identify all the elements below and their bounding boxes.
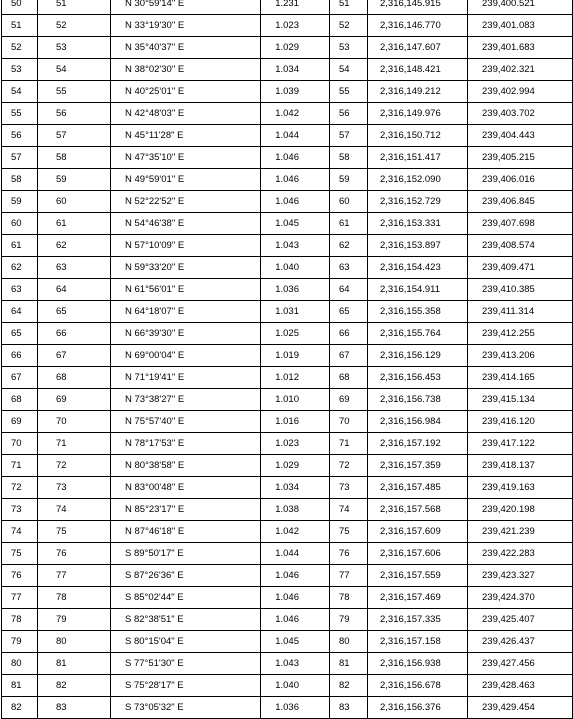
table-row xyxy=(2,345,573,367)
vertex-cell: 60 xyxy=(330,191,368,213)
distance-cell: 1.023 xyxy=(261,15,330,37)
to-station-cell: 54 xyxy=(38,59,111,81)
bearing-cell: N 85°23'17" E xyxy=(111,499,261,521)
table-row xyxy=(2,0,573,15)
distance-cell: 1.043 xyxy=(261,653,330,675)
bearing-cell: N 38°02'30" E xyxy=(111,59,261,81)
y-coordinate-cell: 2,316,155.358 xyxy=(368,301,468,323)
y-coordinate-cell: 2,316,156.129 xyxy=(368,345,468,367)
y-coordinate-cell: 2,316,157.559 xyxy=(368,565,468,587)
vertex-cell: 72 xyxy=(330,455,368,477)
vertex-cell: 68 xyxy=(330,367,368,389)
x-coordinate-cell: 239,406.845 xyxy=(468,191,573,213)
bearing-cell: N 47°35'10" E xyxy=(111,147,261,169)
from-station-cell: 60 xyxy=(2,213,38,235)
vertex-cell: 59 xyxy=(330,169,368,191)
vertex-cell: 67 xyxy=(330,345,368,367)
x-coordinate-cell: 239,428.463 xyxy=(468,675,573,697)
to-station-cell: 55 xyxy=(38,81,111,103)
bearing-cell: S 77°51'30" E xyxy=(111,653,261,675)
x-coordinate-cell: 239,404.443 xyxy=(468,125,573,147)
y-coordinate-cell: 2,316,156.453 xyxy=(368,367,468,389)
x-coordinate-cell: 239,410.385 xyxy=(468,279,573,301)
bearing-cell: N 45°11'28" E xyxy=(111,125,261,147)
y-coordinate-cell: 2,316,157.609 xyxy=(368,521,468,543)
y-coordinate-cell: 2,316,157.158 xyxy=(368,631,468,653)
table-row xyxy=(2,15,573,37)
bearing-cell: N 73°38'27" E xyxy=(111,389,261,411)
distance-cell: 1.036 xyxy=(261,697,330,719)
y-coordinate-cell: 2,316,148.421 xyxy=(368,59,468,81)
distance-cell: 1.010 xyxy=(261,389,330,411)
table-row xyxy=(2,367,573,389)
to-station-cell: 71 xyxy=(38,433,111,455)
vertex-cell: 82 xyxy=(330,675,368,697)
distance-cell: 1.019 xyxy=(261,345,330,367)
x-coordinate-cell: 239,411.314 xyxy=(468,301,573,323)
bearing-cell: N 83°00'48" E xyxy=(111,477,261,499)
vertex-cell: 71 xyxy=(330,433,368,455)
y-coordinate-cell: 2,316,149.976 xyxy=(368,103,468,125)
vertex-cell: 66 xyxy=(330,323,368,345)
to-station-cell: 75 xyxy=(38,521,111,543)
distance-cell: 1.045 xyxy=(261,631,330,653)
distance-cell: 1.231 xyxy=(261,0,330,15)
table-row xyxy=(2,323,573,345)
from-station-cell: 68 xyxy=(2,389,38,411)
y-coordinate-cell: 2,316,151.417 xyxy=(368,147,468,169)
y-coordinate-cell: 2,316,157.469 xyxy=(368,587,468,609)
from-station-cell: 77 xyxy=(2,587,38,609)
to-station-cell: 58 xyxy=(38,147,111,169)
y-coordinate-cell: 2,316,157.568 xyxy=(368,499,468,521)
table-row xyxy=(2,609,573,631)
distance-cell: 1.044 xyxy=(261,543,330,565)
bearing-cell: N 64°18'07" E xyxy=(111,301,261,323)
to-station-cell: 70 xyxy=(38,411,111,433)
x-coordinate-cell: 239,422.283 xyxy=(468,543,573,565)
bearing-cell: N 59°33'20" E xyxy=(111,257,261,279)
y-coordinate-cell: 2,316,152.090 xyxy=(368,169,468,191)
to-station-cell: 51 xyxy=(38,0,111,15)
y-coordinate-cell: 2,316,157.335 xyxy=(368,609,468,631)
y-coordinate-cell: 2,316,153.897 xyxy=(368,235,468,257)
vertex-cell: 76 xyxy=(330,543,368,565)
from-station-cell: 78 xyxy=(2,609,38,631)
y-coordinate-cell: 2,316,156.678 xyxy=(368,675,468,697)
from-station-cell: 73 xyxy=(2,499,38,521)
from-station-cell: 59 xyxy=(2,191,38,213)
bearing-cell: N 61°56'01" E xyxy=(111,279,261,301)
bearing-cell: N 66°39'30" E xyxy=(111,323,261,345)
table-row xyxy=(2,455,573,477)
y-coordinate-cell: 2,316,146.770 xyxy=(368,15,468,37)
vertex-cell: 58 xyxy=(330,147,368,169)
bearing-cell: N 42°48'03" E xyxy=(111,103,261,125)
distance-cell: 1.046 xyxy=(261,191,330,213)
x-coordinate-cell: 239,402.321 xyxy=(468,59,573,81)
y-coordinate-cell: 2,316,145.915 xyxy=(368,0,468,15)
x-coordinate-cell: 239,408.574 xyxy=(468,235,573,257)
to-station-cell: 78 xyxy=(38,587,111,609)
bearing-cell: S 87°26'36" E xyxy=(111,565,261,587)
vertex-cell: 75 xyxy=(330,521,368,543)
x-coordinate-cell: 239,405.215 xyxy=(468,147,573,169)
from-station-cell: 64 xyxy=(2,301,38,323)
bearing-cell: S 82°38'51" E xyxy=(111,609,261,631)
y-coordinate-cell: 2,316,156.938 xyxy=(368,653,468,675)
x-coordinate-cell: 239,418.137 xyxy=(468,455,573,477)
bearing-cell: S 85°02'44" E xyxy=(111,587,261,609)
distance-cell: 1.040 xyxy=(261,675,330,697)
from-station-cell: 71 xyxy=(2,455,38,477)
from-station-cell: 50 xyxy=(2,0,38,15)
bearing-cell: N 80°38'58" E xyxy=(111,455,261,477)
vertex-cell: 83 xyxy=(330,697,368,719)
table-row xyxy=(2,653,573,675)
distance-cell: 1.029 xyxy=(261,455,330,477)
vertex-cell: 53 xyxy=(330,37,368,59)
bearing-cell: N 35°40'37" E xyxy=(111,37,261,59)
vertex-cell: 52 xyxy=(330,15,368,37)
table-row xyxy=(2,477,573,499)
y-coordinate-cell: 2,316,154.911 xyxy=(368,279,468,301)
to-station-cell: 57 xyxy=(38,125,111,147)
x-coordinate-cell: 239,413.206 xyxy=(468,345,573,367)
vertex-cell: 63 xyxy=(330,257,368,279)
to-station-cell: 61 xyxy=(38,213,111,235)
to-station-cell: 65 xyxy=(38,301,111,323)
table-row xyxy=(2,257,573,279)
to-station-cell: 66 xyxy=(38,323,111,345)
vertex-cell: 74 xyxy=(330,499,368,521)
from-station-cell: 62 xyxy=(2,257,38,279)
bearing-cell: N 75°57'40" E xyxy=(111,411,261,433)
x-coordinate-cell: 239,412.255 xyxy=(468,323,573,345)
bearing-cell: S 75°28'17" E xyxy=(111,675,261,697)
distance-cell: 1.046 xyxy=(261,147,330,169)
from-station-cell: 74 xyxy=(2,521,38,543)
bearing-cell: N 87°46'18" E xyxy=(111,521,261,543)
x-coordinate-cell: 239,406.016 xyxy=(468,169,573,191)
to-station-cell: 76 xyxy=(38,543,111,565)
bearing-cell: S 80°15'04" E xyxy=(111,631,261,653)
bearing-cell: S 73°05'32" E xyxy=(111,697,261,719)
to-station-cell: 83 xyxy=(38,697,111,719)
vertex-cell: 62 xyxy=(330,235,368,257)
distance-cell: 1.045 xyxy=(261,213,330,235)
to-station-cell: 74 xyxy=(38,499,111,521)
x-coordinate-cell: 239,429.454 xyxy=(468,697,573,719)
table-row xyxy=(2,389,573,411)
x-coordinate-cell: 239,414.165 xyxy=(468,367,573,389)
x-coordinate-cell: 239,400.521 xyxy=(468,0,573,15)
x-coordinate-cell: 239,415.134 xyxy=(468,389,573,411)
from-station-cell: 55 xyxy=(2,103,38,125)
from-station-cell: 80 xyxy=(2,653,38,675)
vertex-cell: 81 xyxy=(330,653,368,675)
to-station-cell: 60 xyxy=(38,191,111,213)
from-station-cell: 66 xyxy=(2,345,38,367)
distance-cell: 1.036 xyxy=(261,279,330,301)
from-station-cell: 51 xyxy=(2,15,38,37)
x-coordinate-cell: 239,425.407 xyxy=(468,609,573,631)
table-row xyxy=(2,125,573,147)
table-row xyxy=(2,169,573,191)
bearing-cell: N 69°00'04" E xyxy=(111,345,261,367)
bearing-cell: N 49°59'01" E xyxy=(111,169,261,191)
x-coordinate-cell: 239,401.083 xyxy=(468,15,573,37)
from-station-cell: 56 xyxy=(2,125,38,147)
x-coordinate-cell: 239,427.456 xyxy=(468,653,573,675)
table-row xyxy=(2,147,573,169)
y-coordinate-cell: 2,316,154.423 xyxy=(368,257,468,279)
from-station-cell: 82 xyxy=(2,697,38,719)
bearing-cell: N 57°10'09" E xyxy=(111,235,261,257)
y-coordinate-cell: 2,316,153.331 xyxy=(368,213,468,235)
bearing-cell: N 40°25'01" E xyxy=(111,81,261,103)
y-coordinate-cell: 2,316,157.192 xyxy=(368,433,468,455)
distance-cell: 1.031 xyxy=(261,301,330,323)
to-station-cell: 73 xyxy=(38,477,111,499)
from-station-cell: 65 xyxy=(2,323,38,345)
from-station-cell: 67 xyxy=(2,367,38,389)
x-coordinate-cell: 239,419.163 xyxy=(468,477,573,499)
vertex-cell: 65 xyxy=(330,301,368,323)
to-station-cell: 52 xyxy=(38,15,111,37)
from-station-cell: 58 xyxy=(2,169,38,191)
to-station-cell: 64 xyxy=(38,279,111,301)
y-coordinate-cell: 2,316,152.729 xyxy=(368,191,468,213)
table-row xyxy=(2,543,573,565)
distance-cell: 1.046 xyxy=(261,169,330,191)
distance-cell: 1.042 xyxy=(261,521,330,543)
vertex-cell: 70 xyxy=(330,411,368,433)
to-station-cell: 77 xyxy=(38,565,111,587)
vertex-cell: 77 xyxy=(330,565,368,587)
vertex-cell: 54 xyxy=(330,59,368,81)
from-station-cell: 70 xyxy=(2,433,38,455)
to-station-cell: 53 xyxy=(38,37,111,59)
distance-cell: 1.029 xyxy=(261,37,330,59)
x-coordinate-cell: 239,421.239 xyxy=(468,521,573,543)
x-coordinate-cell: 239,407.698 xyxy=(468,213,573,235)
table-row xyxy=(2,433,573,455)
from-station-cell: 54 xyxy=(2,81,38,103)
distance-cell: 1.040 xyxy=(261,257,330,279)
table-row xyxy=(2,411,573,433)
table-row xyxy=(2,521,573,543)
x-coordinate-cell: 239,409.471 xyxy=(468,257,573,279)
vertex-cell: 64 xyxy=(330,279,368,301)
vertex-cell: 78 xyxy=(330,587,368,609)
vertex-cell: 56 xyxy=(330,103,368,125)
distance-cell: 1.046 xyxy=(261,609,330,631)
x-coordinate-cell: 239,403.702 xyxy=(468,103,573,125)
distance-cell: 1.025 xyxy=(261,323,330,345)
distance-cell: 1.023 xyxy=(261,433,330,455)
table-row xyxy=(2,279,573,301)
vertex-cell: 69 xyxy=(330,389,368,411)
table-body xyxy=(2,0,573,719)
distance-cell: 1.042 xyxy=(261,103,330,125)
to-station-cell: 68 xyxy=(38,367,111,389)
bearing-cell: N 30°59'14" E xyxy=(111,0,261,15)
y-coordinate-cell: 2,316,149.212 xyxy=(368,81,468,103)
from-station-cell: 69 xyxy=(2,411,38,433)
x-coordinate-cell: 239,420.198 xyxy=(468,499,573,521)
from-station-cell: 61 xyxy=(2,235,38,257)
table-row xyxy=(2,631,573,653)
x-coordinate-cell: 239,401.683 xyxy=(468,37,573,59)
table-row xyxy=(2,213,573,235)
to-station-cell: 79 xyxy=(38,609,111,631)
to-station-cell: 81 xyxy=(38,653,111,675)
table-row xyxy=(2,37,573,59)
x-coordinate-cell: 239,424.370 xyxy=(468,587,573,609)
to-station-cell: 72 xyxy=(38,455,111,477)
y-coordinate-cell: 2,316,156.738 xyxy=(368,389,468,411)
table-row xyxy=(2,235,573,257)
x-coordinate-cell: 239,417.122 xyxy=(468,433,573,455)
y-coordinate-cell: 2,316,157.485 xyxy=(368,477,468,499)
from-station-cell: 75 xyxy=(2,543,38,565)
from-station-cell: 72 xyxy=(2,477,38,499)
from-station-cell: 63 xyxy=(2,279,38,301)
vertex-cell: 57 xyxy=(330,125,368,147)
bearing-cell: N 78°17'53" E xyxy=(111,433,261,455)
table-row xyxy=(2,103,573,125)
distance-cell: 1.034 xyxy=(261,59,330,81)
from-station-cell: 79 xyxy=(2,631,38,653)
vertex-cell: 79 xyxy=(330,609,368,631)
bearing-cell: S 89°50'17" E xyxy=(111,543,261,565)
vertex-cell: 73 xyxy=(330,477,368,499)
vertex-cell: 80 xyxy=(330,631,368,653)
distance-cell: 1.034 xyxy=(261,477,330,499)
y-coordinate-cell: 2,316,157.606 xyxy=(368,543,468,565)
y-coordinate-cell: 2,316,156.376 xyxy=(368,697,468,719)
from-station-cell: 81 xyxy=(2,675,38,697)
from-station-cell: 52 xyxy=(2,37,38,59)
to-station-cell: 67 xyxy=(38,345,111,367)
vertex-cell: 51 xyxy=(330,0,368,15)
table-row xyxy=(2,499,573,521)
to-station-cell: 82 xyxy=(38,675,111,697)
distance-cell: 1.046 xyxy=(261,565,330,587)
distance-cell: 1.043 xyxy=(261,235,330,257)
x-coordinate-cell: 239,423.327 xyxy=(468,565,573,587)
x-coordinate-cell: 239,426.437 xyxy=(468,631,573,653)
y-coordinate-cell: 2,316,157.359 xyxy=(368,455,468,477)
from-station-cell: 76 xyxy=(2,565,38,587)
to-station-cell: 62 xyxy=(38,235,111,257)
bearing-cell: N 54°46'38" E xyxy=(111,213,261,235)
y-coordinate-cell: 2,316,150.712 xyxy=(368,125,468,147)
table-row xyxy=(2,587,573,609)
bearing-cell: N 52°22'52" E xyxy=(111,191,261,213)
table-row xyxy=(2,301,573,323)
bearing-cell: N 33°19'30" E xyxy=(111,15,261,37)
distance-cell: 1.039 xyxy=(261,81,330,103)
bearing-cell: N 71°19'41" E xyxy=(111,367,261,389)
from-station-cell: 53 xyxy=(2,59,38,81)
distance-cell: 1.046 xyxy=(261,587,330,609)
to-station-cell: 63 xyxy=(38,257,111,279)
to-station-cell: 56 xyxy=(38,103,111,125)
vertex-cell: 61 xyxy=(330,213,368,235)
to-station-cell: 80 xyxy=(38,631,111,653)
y-coordinate-cell: 2,316,147.607 xyxy=(368,37,468,59)
table-row xyxy=(2,191,573,213)
table-row xyxy=(2,675,573,697)
distance-cell: 1.012 xyxy=(261,367,330,389)
table-row xyxy=(2,59,573,81)
y-coordinate-cell: 2,316,156.984 xyxy=(368,411,468,433)
distance-cell: 1.038 xyxy=(261,499,330,521)
table-row xyxy=(2,565,573,587)
to-station-cell: 69 xyxy=(38,389,111,411)
to-station-cell: 59 xyxy=(38,169,111,191)
distance-cell: 1.044 xyxy=(261,125,330,147)
x-coordinate-cell: 239,416.120 xyxy=(468,411,573,433)
coordinate-table xyxy=(1,0,573,719)
table-row xyxy=(2,81,573,103)
y-coordinate-cell: 2,316,155.764 xyxy=(368,323,468,345)
x-coordinate-cell: 239,402.994 xyxy=(468,81,573,103)
distance-cell: 1.016 xyxy=(261,411,330,433)
vertex-cell: 55 xyxy=(330,81,368,103)
from-station-cell: 57 xyxy=(2,147,38,169)
